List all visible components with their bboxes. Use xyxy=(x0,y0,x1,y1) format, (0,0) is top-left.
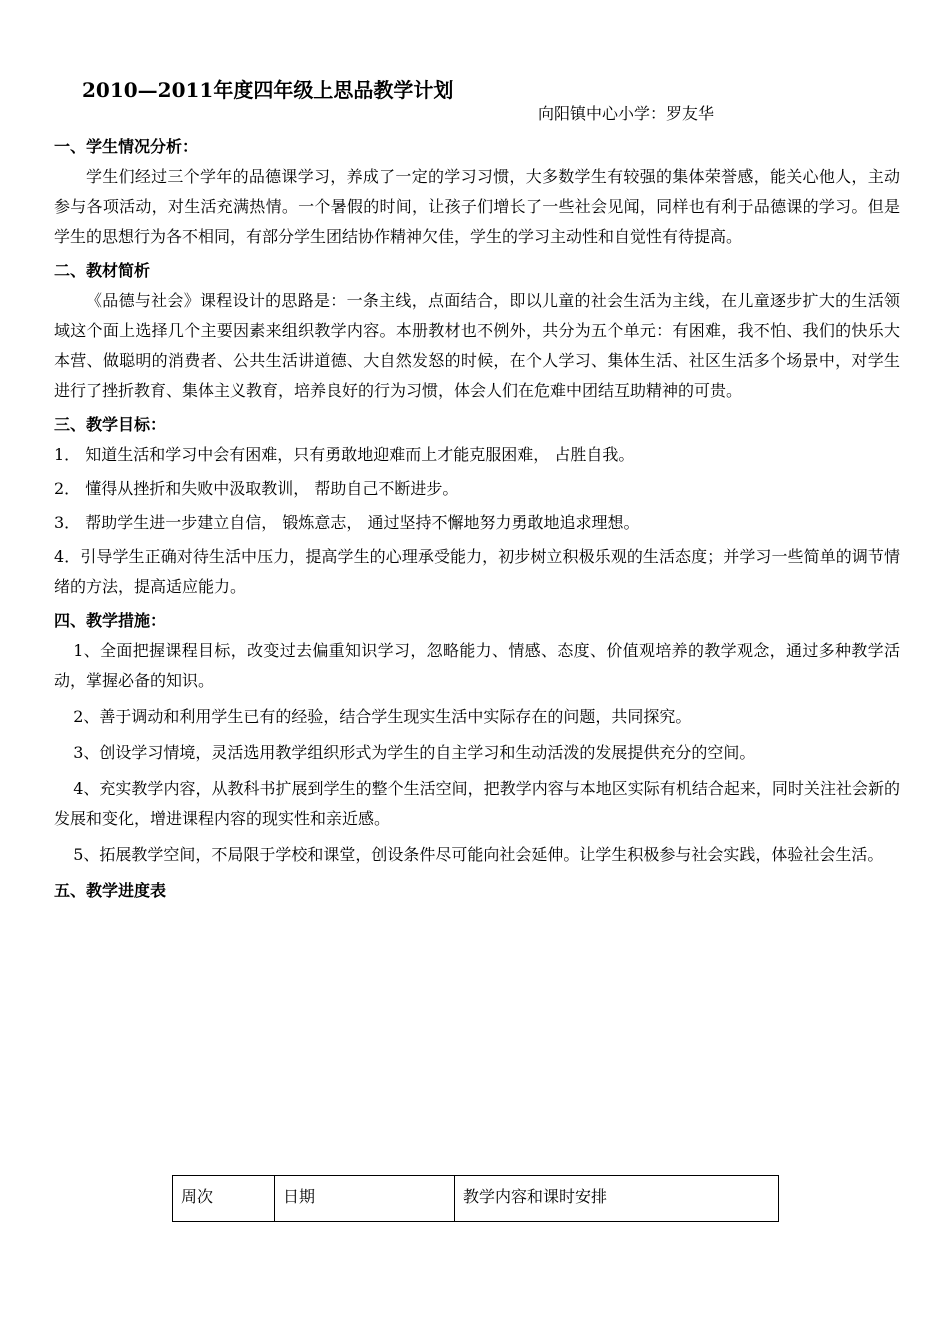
section-heading-textbook-analysis: 二、教材简析 xyxy=(54,261,151,280)
author-line: 向阳镇中心小学：罗友华 xyxy=(538,104,715,123)
document-body xyxy=(54,132,900,906)
header-cell-content: 教学内容和课时安排 xyxy=(455,1176,779,1222)
section-heading-teaching-goals: 三、教学目标： xyxy=(54,415,167,434)
measure-item: 1、全面把握课程目标，改变过去偏重知识学习，忽略能力、情感、态度、价值观培养的教学观念，通过多种教学活动，掌握必备的知识。 xyxy=(54,641,900,690)
table-header-row xyxy=(173,1176,779,1222)
section-paragraph-student-analysis: 学生们经过三个学年的品德课学习，养成了一定的学习习惯，大多数学生有较强的集体荣誉感，能关心他人，主动参与各项活动，对生活充满热情。一个暑假的时间，让孩子们增长了一些社会见闻，同样也有利于品德课的学习。但是学生的思想行为各不相同，有部分学生团结协作精神欠佳，学生的学习主动性和自觉性有待提高。 xyxy=(54,167,900,246)
header-cell-date: 日期 xyxy=(275,1176,455,1222)
measure-item: 5、拓展教学空间，不局限于学校和课堂，创设条件尽可能向社会延伸。让学生积极参与社会实践，体验社会生活。 xyxy=(73,845,884,864)
measure-item: 4、充实教学内容，从教科书扩展到学生的整个生活空间，把教学内容与本地区实际有机结合起来，同时关注社会新的发展和变化，增进课程内容的现实性和亲近感。 xyxy=(54,779,900,828)
goal-item: 2． 懂得从挫折和失败中汲取教训， 帮助自己不断进步。 xyxy=(54,479,459,498)
goal-item: 4．引导学生正确对待生活中压力，提高学生的心理承受能力，初步树立积极乐观的生活态度；并学习一些简单的调节情绪的方法，提高适应能力。 xyxy=(54,547,900,596)
schedule-table-wrapper xyxy=(172,1175,779,1222)
goal-item: 3． 帮助学生进一步建立自信， 锻炼意志， 通过坚持不懈地努力勇敢地追求理想。 xyxy=(54,513,640,532)
section-paragraph-textbook-analysis: 《品德与社会》课程设计的思路是：一条主线，点面结合，即以儿童的社会生活为主线，在儿童逐步扩大的生活领域这个面上选择几个主要因素来组织教学内容。本册教材也不例外，共分为五个单元：有困难，我不怕、我们的快乐大本营、做聪明的消费者、公共生活讲道德、大自然发怒的时候，在个人学习、集体生活、社区生活多个场景中，对学生进行了挫折教育、集体主义教育，培养良好的行为习惯，体会人们在危难中团结互助精神的可贵。 xyxy=(54,291,900,400)
document-title: 2010—2011年度四年级上思品教学计划 xyxy=(82,78,454,102)
measure-item: 3、创设学习情境，灵活选用教学组织形式为学生的自主学习和生动活泼的发展提供充分的空间。 xyxy=(73,743,756,762)
section-heading-teaching-measures: 四、教学措施： xyxy=(54,611,167,630)
header-cell-week: 周次 xyxy=(173,1176,275,1222)
measure-item: 2、善于调动和利用学生已有的经验，结合学生现实生活中实际存在的问题，共同探究。 xyxy=(73,707,692,726)
schedule-table xyxy=(172,1175,779,1222)
section-heading-teaching-schedule: 五、教学进度表 xyxy=(54,881,167,900)
section-heading-student-analysis: 一、学生情况分析： xyxy=(54,137,199,156)
goal-item: 1． 知道生活和学习中会有困难，只有勇敢地迎难而上才能克服困难， 占胜自我。 xyxy=(54,445,635,464)
